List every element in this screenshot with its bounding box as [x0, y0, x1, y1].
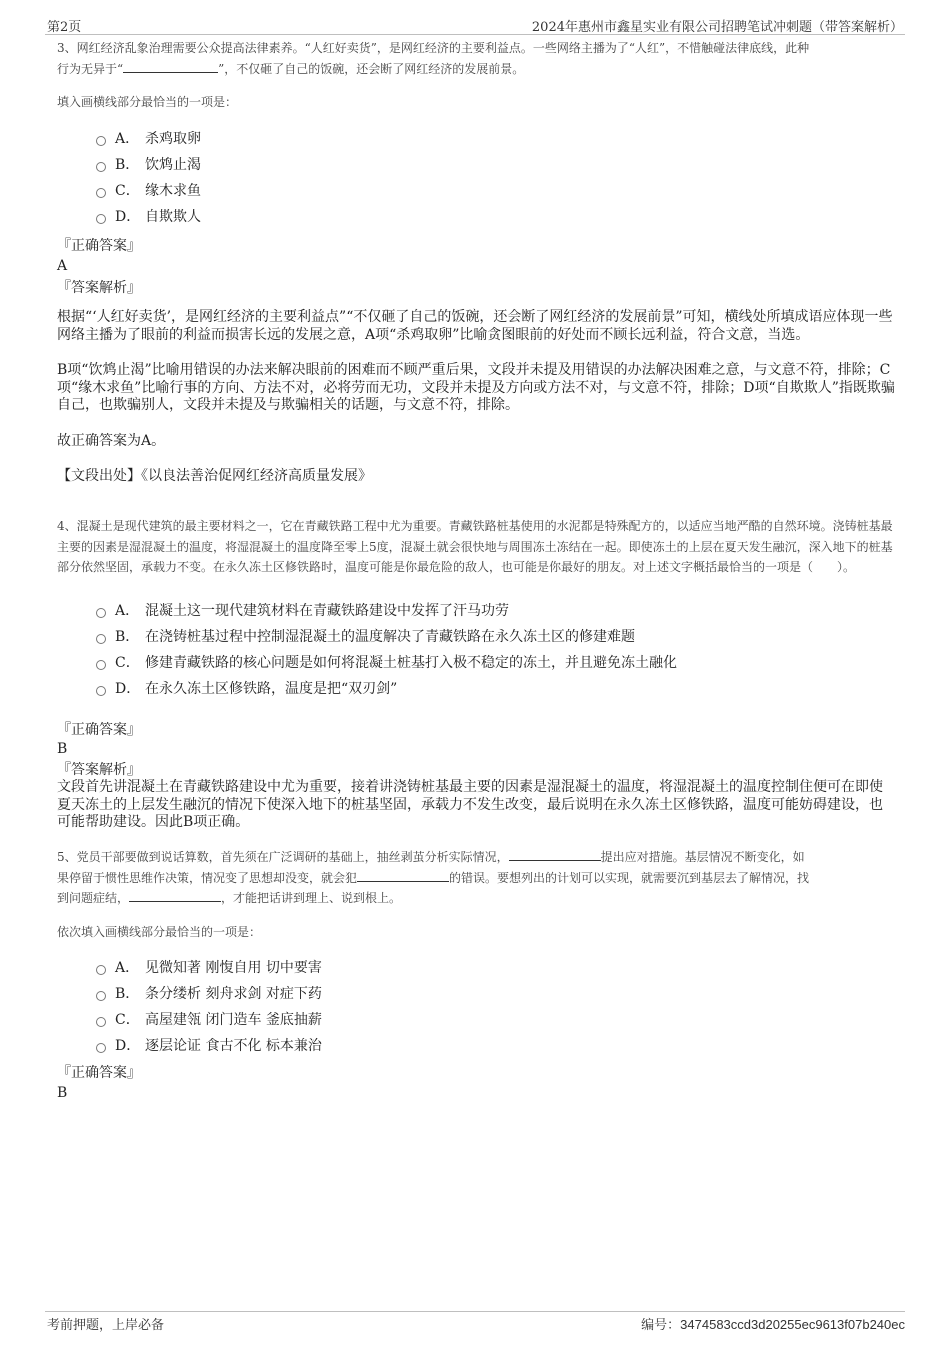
answer-value: A [57, 258, 68, 274]
document-title: 2024年惠州市鑫星实业有限公司招聘笔试冲刺题（带答案解析） [531, 20, 903, 35]
document-code: 编号：3474583ccd3d20255ec9613f07b240ec [641, 1317, 905, 1333]
question-5-stem: 5、党员干部要做到说话算数，首先须在广泛调研的基础上，抽丝剥茧分析实际情况， 提出应对措施。基层情况不断变化，如 果停留于惯性思维作决策，情况变了思想却没变，就会犯 的错误。要想列出的计划可以实现，就需要沉到基层去了解情况，找 到问题症结， ，才能把话讲到理上、说到根上。 [57, 850, 810, 905]
option-c[interactable]: C． 缘木求鱼 [96, 177, 876, 203]
radio-icon[interactable] [96, 634, 106, 644]
footer-slogan: 考前押题，上岸必备 [47, 1318, 165, 1333]
radio-icon[interactable] [96, 991, 106, 1001]
answer-label: 『正确答案』 [57, 722, 141, 738]
answer-label: 『正确答案』 [57, 1065, 141, 1081]
option-c[interactable]: C． 高屋建瓴 闭门造车 釜底抽薪 [96, 1006, 876, 1032]
question-4-stem: 4、混凝土是现代建筑的最主要材料之一，它在青藏铁路工程中尤为重要。青藏铁路桩基使用的水泥都是特殊配方的，以适应当地严酷的自然环境。浇铸桩基最主要的因素是湿混凝土的温度，将湿混凝土的温度降至零上5度，混凝土就会很快地与周围冻土冻结在一起。即使冻土的上层在夏天发生融沉，深入地下的桩基部分依然坚固，承载力不变。在永久冻土区修铁路时，温度可能是你最危险的敌人，也可能是你最好的朋友。对上述文字概括最恰当的一项是（ ）。 [57, 519, 893, 574]
radio-icon[interactable] [96, 608, 106, 618]
question-5-answer [57, 1062, 895, 1101]
question-3-answer [57, 235, 895, 297]
option-b[interactable]: B． 在浇铸桩基过程中控制湿混凝土的温度解决了青藏铁路在永久冻土区的修建难题 [96, 623, 876, 649]
question-4-answer [57, 719, 895, 832]
page-footer [45, 1311, 905, 1342]
answer-blank [357, 869, 449, 882]
analysis-text: 文段首先讲混凝土在青藏铁路建设中尤为重要，接着讲浇铸桩基最主要的因素是湿混凝土的温度，将湿混凝土的温度控制住便可在即使夏天冻土的上层发生融沉的情况下使深入地下的桩基坚固，承载力不发生改变，最后说明在永久冻土区修铁路，温度可能妨碍建设，也可能帮助建设。因此B项正确。 [57, 779, 883, 830]
question-3-options [96, 125, 876, 229]
answer-label: 『正确答案』 [57, 238, 141, 254]
answer-blank [509, 848, 601, 861]
radio-icon[interactable] [96, 965, 106, 975]
option-d[interactable]: D． 自欺欺人 [96, 203, 876, 229]
radio-icon[interactable] [96, 1043, 106, 1053]
answer-blank [129, 889, 221, 902]
radio-icon[interactable] [96, 686, 106, 696]
question-3-stem [57, 38, 895, 79]
question-3-prompt: 填入画横线部分最恰当的一项是： [57, 95, 238, 109]
page-number: 第2页 [47, 20, 82, 35]
question-4-options [96, 597, 876, 701]
option-a[interactable]: A． 混凝土这一现代建筑材料在青藏铁路建设中发挥了汗马功劳 [96, 597, 876, 623]
option-a[interactable]: A． 杀鸡取卵 [96, 125, 876, 151]
radio-icon[interactable] [96, 1017, 106, 1027]
source-note: 【文段出处】《以良法善治促网红经济高质量发展》 [57, 468, 372, 484]
option-b[interactable]: B． 条分缕析 刻舟求剑 对症下药 [96, 980, 876, 1006]
radio-icon[interactable] [96, 188, 106, 198]
option-d[interactable]: D． 在永久冻土区修铁路，温度是把“双刃剑” [96, 675, 876, 701]
radio-icon[interactable] [96, 214, 106, 224]
page-header [45, 14, 905, 35]
answer-value: B [57, 1085, 68, 1101]
question-3-text: 3、网红经济乱象治理需要公众提高法律素养。“人红好卖货”，是网红经济的主要利益点。一些网络主播为了“人红”，不惜触碰法律底线，此种 行为无异于“ ”，不仅砸了自己的饭碗，还会断了网红经济的发展前景。 [57, 41, 810, 76]
answer-blank [123, 60, 218, 73]
analysis-label: 『答案解析』 [57, 280, 141, 296]
option-d[interactable]: D． 逐层论证 食古不化 标本兼治 [96, 1032, 876, 1058]
option-b[interactable]: B． 饮鸩止渴 [96, 151, 876, 177]
option-c[interactable]: C． 修建青藏铁路的核心问题是如何将混凝土桩基打入极不稳定的冻土，并且避免冻土融化 [96, 649, 876, 675]
answer-value: B [57, 741, 68, 757]
radio-icon[interactable] [96, 162, 106, 172]
radio-icon[interactable] [96, 136, 106, 146]
question-5-options [96, 954, 876, 1058]
radio-icon[interactable] [96, 660, 106, 670]
analysis-label: 『答案解析』 [57, 762, 141, 778]
question-3-analysis: 根据“‘人红好卖货’，是网红经济的主要利益点”“不仅砸了自己的饭碗，还会断了网红经济的发展前景”可知，横线处所填成语应体现一些网络主播为了眼前的利益而损害长远的发展之意，A项“杀鸡取卵”比喻贪图眼前的好处而不顾长远利益，符合文意，当选。 B项“饮鸩止渴”比喻用错误的办法来解决眼前的困难而不顾严重后果，文段并未提及用错误的办法解决困难之意，与文意不符，排除；C项“缘木求鱼”比喻行事的方向、方法不对，必将劳而无功，文段并未提及方向或方法不对，与文意不符，排除；D项“自欺欺人”指既欺骗自己，也欺骗别人，文段并未提及与欺骗相关的话题，与文意不符，排除。 故正确答案为A。 【文段出处】《以良法善治促网红经济高质量发展》 [57, 309, 895, 484]
question-5-prompt: 依次填入画横线部分最恰当的一项是： [57, 925, 262, 939]
option-a[interactable]: A． 见微知著 刚愎自用 切中要害 [96, 954, 876, 980]
